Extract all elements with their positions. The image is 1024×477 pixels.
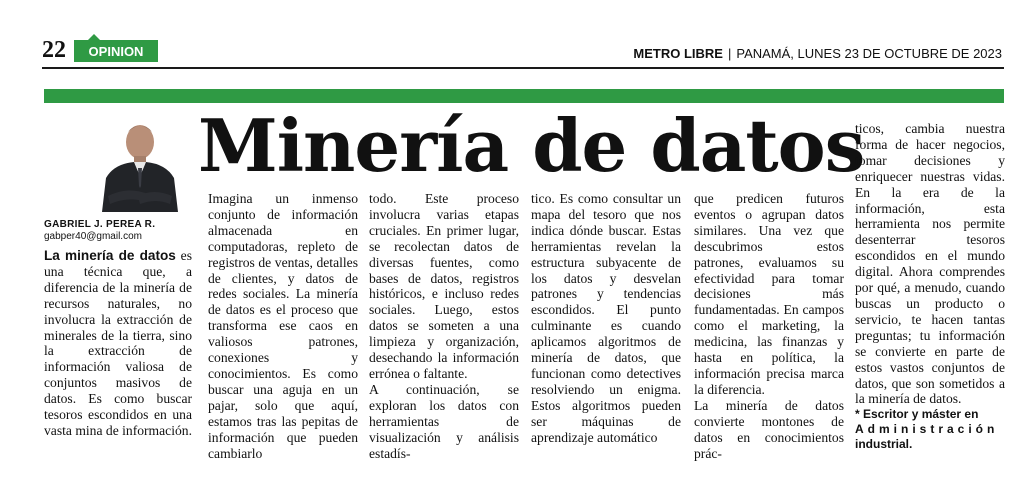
section-tab: OPINION [74, 40, 158, 62]
article-column-6 [855, 121, 1005, 452]
article-column-4 [531, 191, 681, 446]
masthead-separator: | [727, 46, 732, 61]
article-column-5 [694, 191, 844, 461]
author-photo [98, 116, 182, 212]
page-number: 22 [42, 37, 66, 63]
brand-name: METRO LIBRE [633, 46, 723, 61]
dateline: PANAMÁ, LUNES 23 DE OCTUBRE DE 2023 [736, 46, 1002, 61]
paragraph: Imagina un inmenso conjunto de información almacenada en computadoras, repleto de registros de ventas, detalles de clientes, y datos de redes sociales. La minería de datos es el proceso que transforma ese caos en valiosos patrones, conexiones y conocimientos. Es como buscar una aguja en un pajar, solo que aquí, estamos tras las pepitas de información que pueden cambiarlo [208, 191, 358, 461]
lead-in: La minería de datos [44, 248, 176, 263]
footnote-line: * Escritor y máster en [855, 407, 979, 422]
article-column-3 [369, 191, 519, 461]
paragraph: ticos, cambia nuestra forma de hacer negocios, tomar decisiones y enriquecer nuestras vidas. En la era de la información, esta herramienta nos permite desenterrar tesoros escondidos en el mundo digital. Ahora comprendes por qué, a menudo, cuando buscas un producto o servicio, te hacen tantas preguntas; tu información se convierte en parte de estos vastos conjuntos de datos, que son sometidos a la minería de datos. [855, 121, 1005, 407]
footnote-line: Administración [855, 422, 999, 437]
article-headline: Minería de datos [198, 103, 865, 188]
author-name: GABRIEL J. PEREA R. [44, 219, 156, 230]
paragraph: A continuación, se exploran los datos con herramientas de visualización y análisis estadís- [369, 381, 519, 461]
green-banner-rule [44, 89, 1004, 103]
author-footnote [855, 407, 1005, 452]
article-column-1 [44, 248, 192, 439]
footnote-line: industrial. [855, 437, 913, 452]
paragraph: tico. Es como consultar un mapa del tesoro que nos indica dónde buscar. Estas herramientas revelan la estructura subyacente de los datos y desvelan patrones y tendencias escondidos. El punto culminante es cuando aplicamos algoritmos de minería de datos, que funcionan como detectives resolviendo un enigma. Estos algoritmos pueden ser máquinas de aprendizaje automático [531, 191, 681, 445]
masthead [633, 46, 1002, 61]
article-column-2 [208, 191, 358, 461]
paragraph-text: es una técnica que, a diferencia de la minería de recursos naturales, no involucra la extracción de minerales de la tierra, sino la extracción de información valiosa de conjuntos masivos de datos. Es como buscar tesoros escondidos en una vasta mina de información. [44, 248, 192, 438]
header-rule [42, 67, 1004, 69]
author-email[interactable]: gabper40@gmail.com [44, 231, 142, 242]
paragraph: La minería de datos convierte montones de datos en conocimientos prác- [694, 397, 844, 461]
paragraph: que predicen futuros eventos o agrupan datos similares. Una vez que descubrimos estos patrones, evaluamos su efectividad para tomar decisiones más fundamentadas. En campos como el marketing, la medicina, las finanzas y hasta en política, la información precisa marca la diferencia. [694, 191, 844, 397]
paragraph [44, 248, 192, 439]
paragraph: todo. Este proceso involucra varias etapas cruciales. En primer lugar, se recolectan datos de diversas fuentes, como bases de datos, registros históricos, e incluso redes sociales. Luego, estos datos se someten a una limpieza y organización, desechando la información errónea o faltante. [369, 191, 519, 381]
